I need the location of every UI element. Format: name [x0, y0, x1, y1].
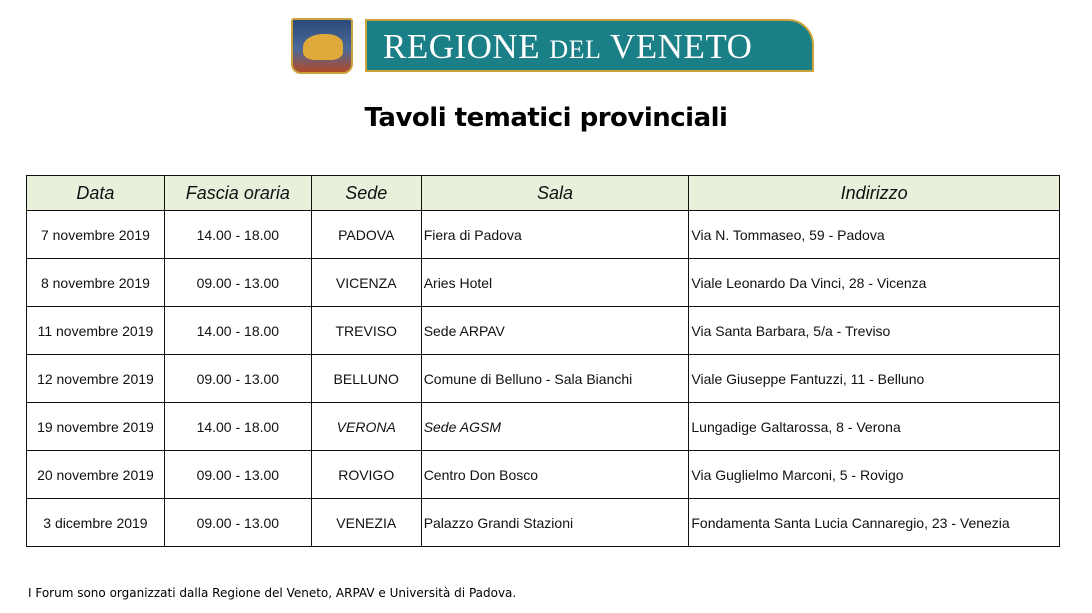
cell-date: 3 dicembre 2019 — [27, 499, 165, 547]
cell-time-slot: 14.00 - 18.00 — [164, 403, 311, 451]
cell-address: Via Guglielmo Marconi, 5 - Rovigo — [689, 451, 1060, 499]
cell-venue: ROVIGO — [311, 451, 421, 499]
cell-room: Sede AGSM — [421, 403, 689, 451]
column-header-date: Data — [27, 176, 165, 211]
table-row — [27, 451, 1060, 499]
cell-time-slot: 09.00 - 13.00 — [164, 355, 311, 403]
cell-venue: TREVISO — [311, 307, 421, 355]
lion-of-st-mark-shield-icon — [291, 18, 353, 74]
column-header-time-slot: Fascia oraria — [164, 176, 311, 211]
cell-room: Comune di Belluno - Sala Bianchi — [421, 355, 689, 403]
cell-date: 11 novembre 2019 — [27, 307, 165, 355]
cell-address: Via N. Tommaseo, 59 - Padova — [689, 211, 1060, 259]
cell-venue: VENEZIA — [311, 499, 421, 547]
cell-room: Sede ARPAV — [421, 307, 689, 355]
schedule-table — [26, 175, 1060, 547]
cell-address: Viale Giuseppe Fantuzzi, 11 - Belluno — [689, 355, 1060, 403]
column-header-room: Sala — [421, 176, 689, 211]
table-row — [27, 259, 1060, 307]
cell-address: Fondamenta Santa Lucia Cannaregio, 23 - Venezia — [689, 499, 1060, 547]
table-row — [27, 499, 1060, 547]
cell-room: Palazzo Grandi Stazioni — [421, 499, 689, 547]
cell-room: Aries Hotel — [421, 259, 689, 307]
cell-address: Viale Leonardo Da Vinci, 28 - Vicenza — [689, 259, 1060, 307]
cell-venue: VICENZA — [311, 259, 421, 307]
cell-date: 12 novembre 2019 — [27, 355, 165, 403]
cell-address: Lungadige Galtarossa, 8 - Verona — [689, 403, 1060, 451]
cell-time-slot: 14.00 - 18.00 — [164, 307, 311, 355]
table-row — [27, 355, 1060, 403]
cell-date: 20 novembre 2019 — [27, 451, 165, 499]
cell-venue: VERONA — [311, 403, 421, 451]
table-row — [27, 211, 1060, 259]
column-header-address: Indirizzo — [689, 176, 1060, 211]
column-header-venue: Sede — [311, 176, 421, 211]
cell-room: Fiera di Padova — [421, 211, 689, 259]
cell-venue: BELLUNO — [311, 355, 421, 403]
cell-time-slot: 09.00 - 13.00 — [164, 451, 311, 499]
footer-note: I Forum sono organizzati dalla Regione del Veneto, ARPAV e Università di Padova. — [28, 586, 517, 600]
cell-address: Via Santa Barbara, 5/a - Treviso — [689, 307, 1060, 355]
cell-time-slot: 09.00 - 13.00 — [164, 259, 311, 307]
page-title: Tavoli tematici provinciali — [364, 103, 728, 133]
cell-date: 7 novembre 2019 — [27, 211, 165, 259]
logo-banner: REGIONE DEL VENETO — [365, 19, 814, 72]
cell-time-slot: 14.00 - 18.00 — [164, 211, 311, 259]
cell-room: Centro Don Bosco — [421, 451, 689, 499]
table-row — [27, 403, 1060, 451]
table-row — [27, 307, 1060, 355]
cell-venue: PADOVA — [311, 211, 421, 259]
cell-date: 19 novembre 2019 — [27, 403, 165, 451]
cell-time-slot: 09.00 - 13.00 — [164, 499, 311, 547]
table-header-row — [27, 176, 1060, 211]
cell-date: 8 novembre 2019 — [27, 259, 165, 307]
